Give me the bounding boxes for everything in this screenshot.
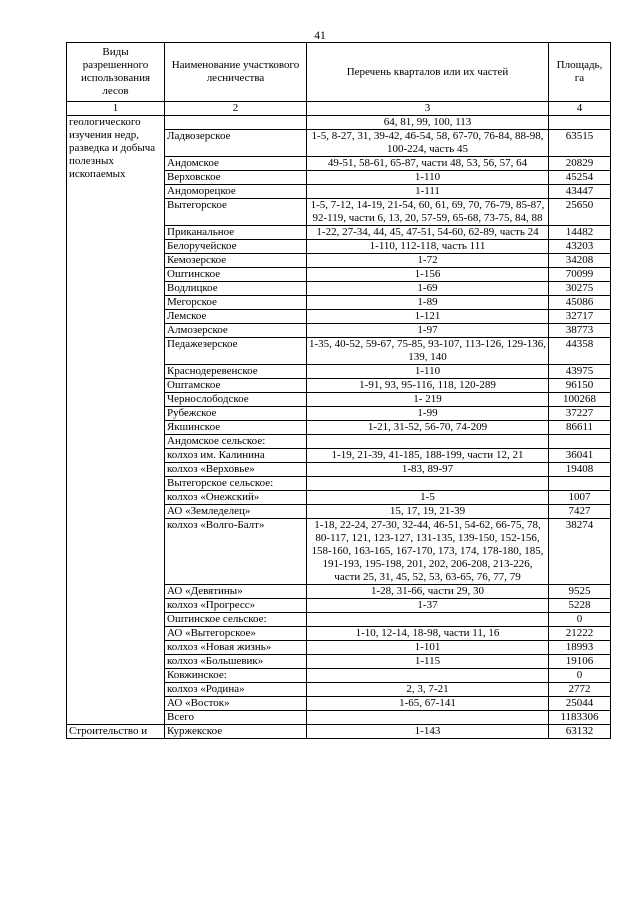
area-cell: 14482 <box>549 226 611 240</box>
kvartaly-cell: 1-97 <box>307 324 549 338</box>
lesnichestvo-cell: Педажезерское <box>165 338 307 365</box>
lesnichestvo-cell: Оштинское сельское: <box>165 613 307 627</box>
area-cell: 1183306 <box>549 711 611 725</box>
kvartaly-cell: 1-121 <box>307 310 549 324</box>
lesnichestvo-cell: Водлицкое <box>165 282 307 296</box>
area-cell: 43203 <box>549 240 611 254</box>
area-cell: 19106 <box>549 655 611 669</box>
area-cell: 96150 <box>549 379 611 393</box>
lesnichestvo-cell: Чернослободское <box>165 393 307 407</box>
kvartaly-cell: 1-110, 112-118, часть 111 <box>307 240 549 254</box>
lesnichestvo-cell: АО «Вытегорское» <box>165 627 307 641</box>
kvartaly-cell: 1-91, 93, 95-116, 118, 120-289 <box>307 379 549 393</box>
lesnichestvo-cell: колхоз «Волго-Балт» <box>165 519 307 585</box>
lesnichestvo-cell: Белоручейское <box>165 240 307 254</box>
lesnichestvo-cell: Андомское сельское: <box>165 435 307 449</box>
lesnichestvo-cell: Ковжинское: <box>165 669 307 683</box>
area-cell: 21222 <box>549 627 611 641</box>
lesnichestvo-cell: Оштамское <box>165 379 307 393</box>
lesnichestvo-cell: колхоз «Онежский» <box>165 491 307 505</box>
lesnichestvo-cell: Верховское <box>165 171 307 185</box>
area-cell: 100268 <box>549 393 611 407</box>
header-use: Виды разрешенного использования лесов <box>67 43 165 102</box>
lesnichestvo-cell <box>165 116 307 130</box>
column-number: 4 <box>549 102 611 116</box>
kvartaly-cell: 1-35, 40-52, 59-67, 75-85, 93-107, 113-126, 129-136, 139, 140 <box>307 338 549 365</box>
kvartaly-cell: 1-110 <box>307 171 549 185</box>
area-cell: 0 <box>549 669 611 683</box>
lesnichestvo-cell: Приканальное <box>165 226 307 240</box>
lesnichestvo-cell: колхоз «Большевик» <box>165 655 307 669</box>
lesnichestvo-cell: Вытегорское сельское: <box>165 477 307 491</box>
kvartaly-cell: 1-65, 67-141 <box>307 697 549 711</box>
lesnichestvo-cell: Андомское <box>165 157 307 171</box>
kvartaly-cell: 1-110 <box>307 365 549 379</box>
area-cell: 43975 <box>549 365 611 379</box>
kvartaly-cell: 1-5, 8-27, 31, 39-42, 46-54, 58, 67-70, 76-84, 88-98, 100-224, часть 45 <box>307 130 549 157</box>
lesnichestvo-cell: колхоз им. Калинина <box>165 449 307 463</box>
lesnichestvo-cell: Ладвозерское <box>165 130 307 157</box>
table-row <box>67 116 611 130</box>
area-cell: 18993 <box>549 641 611 655</box>
lesnichestvo-cell: АО «Девятины» <box>165 585 307 599</box>
area-cell: 36041 <box>549 449 611 463</box>
column-number: 1 <box>67 102 165 116</box>
kvartaly-cell: 1-28, 31-66, части 29, 30 <box>307 585 549 599</box>
area-cell: 45254 <box>549 171 611 185</box>
kvartaly-cell <box>307 435 549 449</box>
lesnichestvo-cell: АО «Восток» <box>165 697 307 711</box>
area-cell: 25044 <box>549 697 611 711</box>
area-cell: 86611 <box>549 421 611 435</box>
table-header-row <box>67 43 611 102</box>
kvartaly-cell: 1-111 <box>307 185 549 199</box>
area-cell: 38274 <box>549 519 611 585</box>
lesnichestvo-cell: Вытегорское <box>165 199 307 226</box>
area-cell: 38773 <box>549 324 611 338</box>
kvartaly-cell: 1-101 <box>307 641 549 655</box>
kvartaly-cell <box>307 477 549 491</box>
area-cell: 7427 <box>549 505 611 519</box>
lesnichestvo-cell: колхоз «Родина» <box>165 683 307 697</box>
kvartaly-cell: 1-156 <box>307 268 549 282</box>
area-cell: 32717 <box>549 310 611 324</box>
area-cell: 63515 <box>549 130 611 157</box>
area-cell: 2772 <box>549 683 611 697</box>
kvartaly-cell: 1-18, 22-24, 27-30, 32-44, 46-51, 54-62, 66-75, 78, 80-117, 121, 123-127, 131-135, 139-150, 152-156, 158-160, 163-165, 167-170, 173, 174, 178-180, 185, 191-193, 195-198, 201, 202, 206-208, 213-226, части 25, 31, 45, 52, 53, 63-65, 76, 77, 79 <box>307 519 549 585</box>
area-cell: 43447 <box>549 185 611 199</box>
lesnichestvo-cell: Якшинское <box>165 421 307 435</box>
area-cell: 0 <box>549 613 611 627</box>
lesnichestvo-cell: Рубежское <box>165 407 307 421</box>
kvartaly-cell: 1-37 <box>307 599 549 613</box>
area-cell: 25650 <box>549 199 611 226</box>
area-cell: 44358 <box>549 338 611 365</box>
header-kvartaly: Перечень кварталов или их частей <box>307 43 549 102</box>
kvartaly-cell: 1-89 <box>307 296 549 310</box>
kvartaly-cell <box>307 711 549 725</box>
header-area: Площадь, га <box>549 43 611 102</box>
lesnichestvo-cell: Куржекское <box>165 725 307 739</box>
kvartaly-cell: 1-83, 89-97 <box>307 463 549 477</box>
lesnichestvo-cell: Краснодеревенское <box>165 365 307 379</box>
use-type-cell: Строительство и <box>67 725 165 739</box>
area-cell: 63132 <box>549 725 611 739</box>
header-lesnichestvo: Наименование участкового лесничества <box>165 43 307 102</box>
area-cell: 9525 <box>549 585 611 599</box>
area-cell: 37227 <box>549 407 611 421</box>
area-cell: 20829 <box>549 157 611 171</box>
kvartaly-cell <box>307 669 549 683</box>
lesnichestvo-cell: Кемозерское <box>165 254 307 268</box>
page-number: 41 <box>314 30 326 42</box>
column-number: 3 <box>307 102 549 116</box>
column-number: 2 <box>165 102 307 116</box>
lesnichestvo-cell: Всего <box>165 711 307 725</box>
lesnichestvo-cell: колхоз «Новая жизнь» <box>165 641 307 655</box>
area-cell: 19408 <box>549 463 611 477</box>
area-cell <box>549 477 611 491</box>
kvartaly-cell: 1-115 <box>307 655 549 669</box>
kvartaly-cell: 1- 219 <box>307 393 549 407</box>
kvartaly-cell: 1-19, 21-39, 41-185, 188-199, части 12, 21 <box>307 449 549 463</box>
lesnichestvo-cell: колхоз «Прогресс» <box>165 599 307 613</box>
kvartaly-cell: 49-51, 58-61, 65-87, части 48, 53, 56, 57, 64 <box>307 157 549 171</box>
kvartaly-cell: 1-72 <box>307 254 549 268</box>
kvartaly-cell <box>307 613 549 627</box>
lesnichestvo-cell: Мегорское <box>165 296 307 310</box>
lesnichestvo-cell: Андоморецкое <box>165 185 307 199</box>
lesnichestvo-cell: Лемское <box>165 310 307 324</box>
kvartaly-cell: 1-5, 7-12, 14-19, 21-54, 60, 61, 69, 70, 76-79, 85-87, 92-119, части 6, 13, 20, 57-59, 65-68, 73-75, 84, 88 <box>307 199 549 226</box>
kvartaly-cell: 64, 81, 99, 100, 113 <box>307 116 549 130</box>
kvartaly-cell: 2, 3, 7-21 <box>307 683 549 697</box>
column-numbers-row <box>67 102 611 116</box>
kvartaly-cell: 1-21, 31-52, 56-70, 74-209 <box>307 421 549 435</box>
kvartaly-cell: 1-69 <box>307 282 549 296</box>
kvartaly-cell: 15, 17, 19, 21-39 <box>307 505 549 519</box>
kvartaly-cell: 1-5 <box>307 491 549 505</box>
area-cell <box>549 435 611 449</box>
kvartaly-cell: 1-22, 27-34, 44, 45, 47-51, 54-60, 62-89, часть 24 <box>307 226 549 240</box>
lesnichestvo-cell: Оштинское <box>165 268 307 282</box>
use-type-cell: геологического изучения недр, разведка и добыча полезных ископаемых <box>67 116 165 725</box>
area-cell: 70099 <box>549 268 611 282</box>
area-cell <box>549 116 611 130</box>
kvartaly-cell: 1-10, 12-14, 18-98, части 11, 16 <box>307 627 549 641</box>
area-cell: 5228 <box>549 599 611 613</box>
area-cell: 34208 <box>549 254 611 268</box>
area-cell: 1007 <box>549 491 611 505</box>
lesnichestvo-cell: колхоз «Верховье» <box>165 463 307 477</box>
kvartaly-cell: 1-99 <box>307 407 549 421</box>
lesnichestvo-cell: АО «Земледелец» <box>165 505 307 519</box>
lesnichestvo-cell: Алмозерское <box>165 324 307 338</box>
table-row <box>67 725 611 739</box>
area-cell: 45086 <box>549 296 611 310</box>
kvartaly-cell: 1-143 <box>307 725 549 739</box>
area-cell: 30275 <box>549 282 611 296</box>
forest-use-table <box>66 42 611 739</box>
